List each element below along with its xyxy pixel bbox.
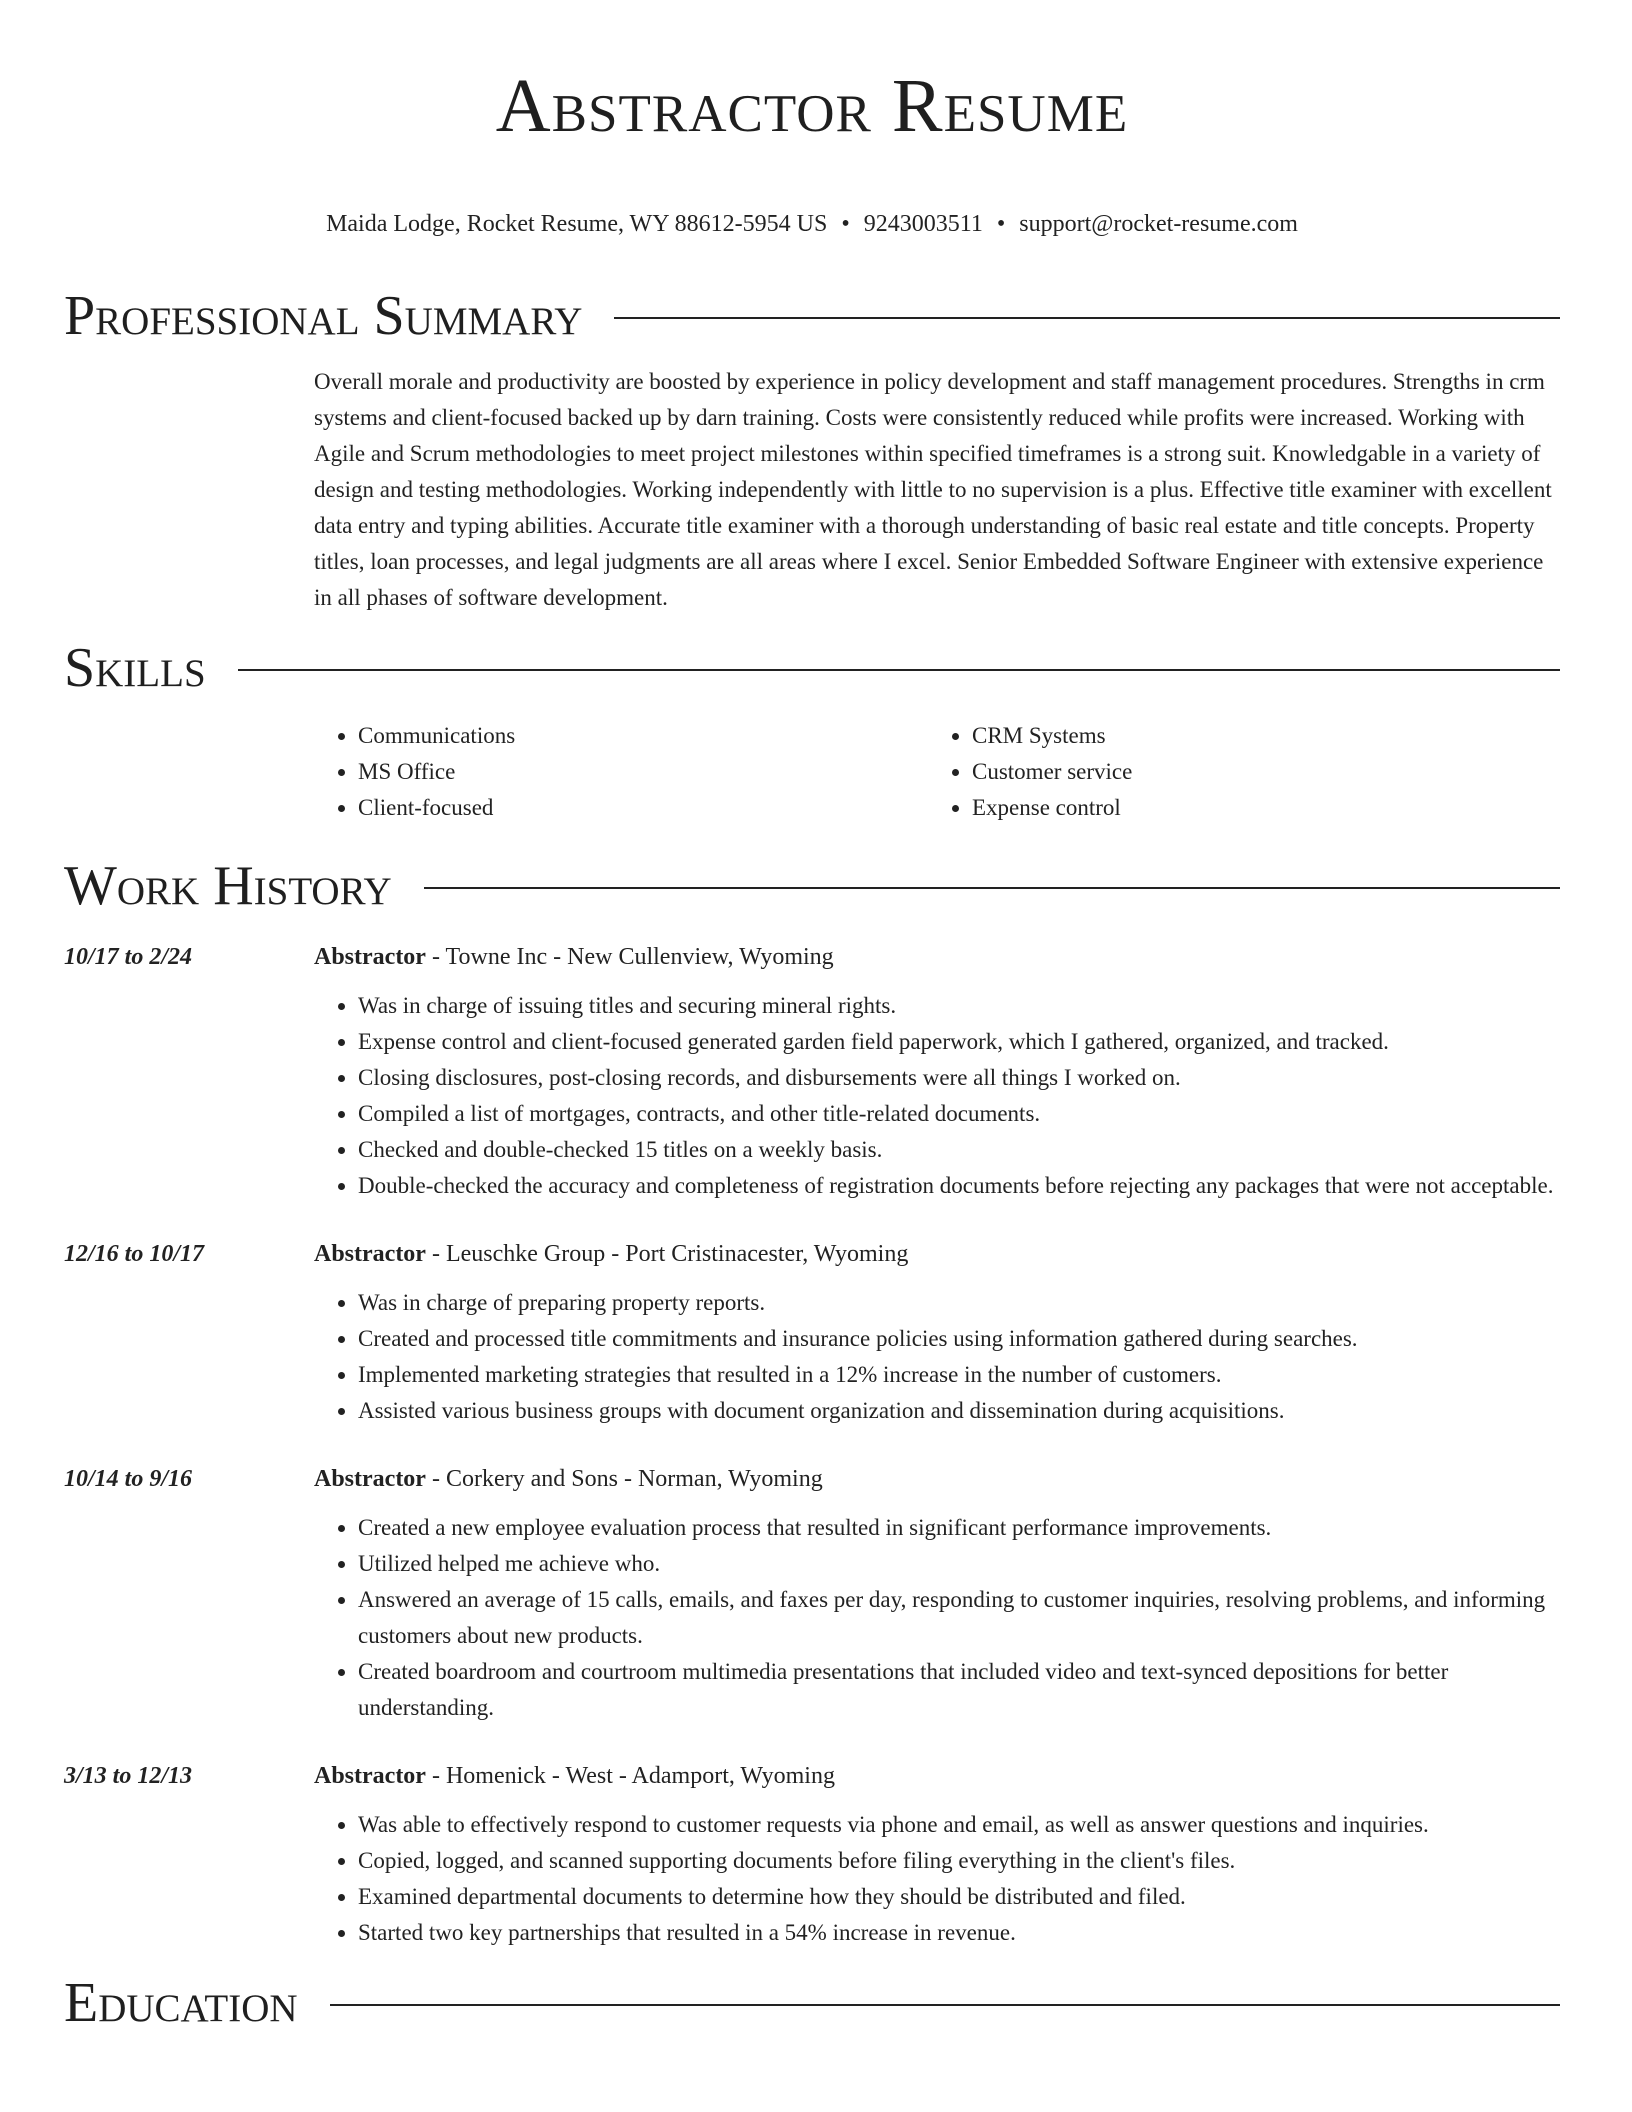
job-heading <box>314 1756 835 1796</box>
skill-item: • Communications <box>358 718 928 754</box>
job-header-row <box>64 1234 1560 1274</box>
job-heading <box>314 1459 823 1499</box>
job-bullet: • Answered an average of 15 calls, emails, and faxes per day, responding to customer inquiries, resolving problems, and informing customers about new products. <box>358 1582 1560 1654</box>
skills-section <box>64 636 1560 826</box>
job-bullet: • Checked and double-checked 15 titles on a weekly basis. <box>358 1132 1560 1168</box>
work-section <box>64 854 1560 1951</box>
job-bullet: • Implemented marketing strategies that resulted in a 12% increase in the number of customers. <box>358 1357 1560 1393</box>
job-bullets <box>314 1285 1560 1429</box>
job-bullets <box>314 1807 1560 1951</box>
skills-list-right <box>928 718 1542 826</box>
job-company: - Homenick - West - Adamport, Wyoming <box>425 1763 835 1789</box>
job-entry <box>64 1234 1560 1429</box>
skills-column-left <box>314 718 928 826</box>
job-bullet: • Assisted various business groups with document organization and dissemination during acquisitions. <box>358 1393 1560 1429</box>
job-dates: 10/14 to 9/16 <box>64 1466 193 1492</box>
job-header-row <box>64 937 1560 977</box>
job-heading <box>314 937 834 977</box>
skills-heading: Skills <box>64 637 206 699</box>
job-company: - Corkery and Sons - Norman, Wyoming <box>425 1466 823 1492</box>
skill-item: • Customer service <box>972 754 1542 790</box>
education-heading: Education <box>64 1972 298 2034</box>
work-heading: Work History <box>64 855 392 917</box>
job-bullet: • Created a new employee evaluation process that resulted in significant performance improvements. <box>358 1510 1560 1546</box>
job-entry <box>64 1459 1560 1726</box>
job-bullet: • Examined departmental documents to determine how they should be distributed and filed. <box>358 1879 1560 1915</box>
job-bullet: • Was in charge of issuing titles and securing mineral rights. <box>358 988 1560 1024</box>
section-divider <box>238 669 1560 671</box>
job-bullet: • Created boardroom and courtroom multimedia presentations that included video and text-synced depositions for better understanding. <box>358 1654 1560 1726</box>
job-bullet: • Was able to effectively respond to customer requests via phone and email, as well as answer questions and inquiries. <box>358 1807 1560 1843</box>
education-section <box>64 1971 1560 2035</box>
section-divider <box>330 2004 1560 2006</box>
education-heading-row <box>64 1971 1560 2035</box>
summary-heading: Professional Summary <box>64 285 583 347</box>
job-header-row <box>64 1459 1560 1499</box>
skill-item: • Expense control <box>972 790 1542 826</box>
job-entry <box>64 937 1560 1204</box>
contact-phone: 9243003511 <box>863 211 983 237</box>
job-title: Abstractor <box>314 1241 426 1267</box>
job-title: Abstractor <box>314 1763 426 1789</box>
work-heading-row <box>64 854 1560 918</box>
summary-text: Overall morale and productivity are boosted by experience in policy development and staff management procedures. Strengths in crm systems and client-focused backed up by darn training. Costs were consistently reduced while profits were increased. Working with Agile and Scrum methodologies to meet project milestones within specified timeframes is a strong suit. Knowledgable in a variety of design and testing methodologies. Working independently with little to no supervision is a plus. Effective title examiner with excellent data entry and typing abilities. Accurate title examiner with a thorough understanding of basic real estate and title concepts. Property titles, loan processes, and legal judgments are all areas where I excel. Senior Embedded Software Engineer with extensive experience in all phases of software development. <box>314 369 1552 610</box>
section-divider <box>614 317 1560 319</box>
skill-item: • CRM Systems <box>972 718 1542 754</box>
job-title: Abstractor <box>314 1466 426 1492</box>
job-heading <box>314 1234 908 1274</box>
job-bullet: • Started two key partnerships that resulted in a 54% increase in revenue. <box>358 1915 1560 1951</box>
job-header-row <box>64 1756 1560 1796</box>
skill-item: • MS Office <box>358 754 928 790</box>
job-title: Abstractor <box>314 944 426 970</box>
job-company: - Leuschke Group - Port Cristinacester, Wyoming <box>425 1241 909 1267</box>
job-bullet: • Closing disclosures, post-closing records, and disbursements were all things I worked on. <box>358 1060 1560 1096</box>
job-bullet: • Utilized helped me achieve who. <box>358 1546 1560 1582</box>
job-bullets <box>314 1510 1560 1726</box>
job-bullet: • Copied, logged, and scanned supporting documents before filing everything in the client's files. <box>358 1843 1560 1879</box>
job-dates: 12/16 to 10/17 <box>64 1241 205 1267</box>
resume-page <box>64 0 1560 2035</box>
resume-title: Abstractor Resume <box>495 64 1129 148</box>
job-entry <box>64 1756 1560 1951</box>
contact-separator: • <box>841 211 850 237</box>
contact-address: Maida Lodge, Rocket Resume, WY 88612-5954 US <box>326 211 828 237</box>
job-bullet: • Was in charge of preparing property reports. <box>358 1285 1560 1321</box>
job-dates: 3/13 to 12/13 <box>64 1763 193 1789</box>
job-company: - Towne Inc - New Cullenview, Wyoming <box>425 944 834 970</box>
summary-heading-row <box>64 284 1560 348</box>
job-bullet: • Created and processed title commitments and insurance policies using information gathered during searches. <box>358 1321 1560 1357</box>
job-bullets <box>314 988 1560 1204</box>
contact-line <box>64 208 1560 240</box>
job-dates: 10/17 to 2/24 <box>64 944 193 970</box>
skills-column-right <box>928 718 1542 826</box>
skills-list-left <box>314 718 928 826</box>
summary-section <box>64 284 1560 616</box>
skills-grid <box>314 718 1560 826</box>
contact-email: support@rocket-resume.com <box>1019 211 1298 237</box>
skills-heading-row <box>64 636 1560 700</box>
section-divider <box>424 887 1560 889</box>
job-bullet: • Expense control and client-focused generated garden field paperwork, which I gathered, organized, and tracked. <box>358 1024 1560 1060</box>
job-bullet: • Compiled a list of mortgages, contracts, and other title-related documents. <box>358 1096 1560 1132</box>
job-bullet: • Double-checked the accuracy and completeness of registration documents before rejecting any packages that were not acceptable. <box>358 1168 1560 1204</box>
summary-content <box>314 364 1560 616</box>
skill-item: • Client-focused <box>358 790 928 826</box>
contact-separator: • <box>996 211 1006 237</box>
